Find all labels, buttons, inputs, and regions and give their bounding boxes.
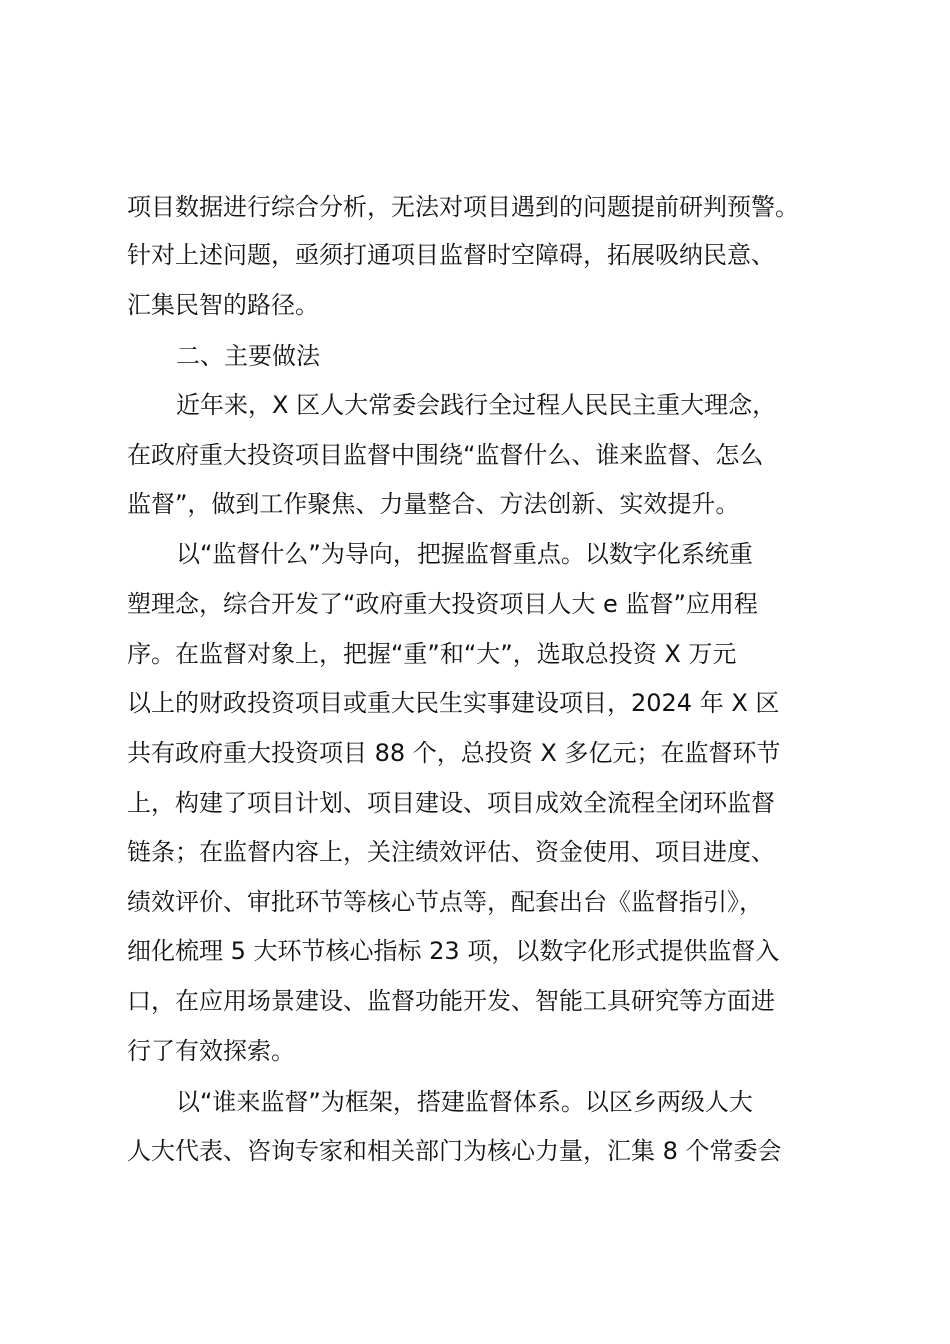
body-text-line: 口，在应用场景建设、监督功能开发、智能工具研究等方面进: [127, 987, 775, 1015]
body-text-line: 塑理念，综合开发了“政府重大投资项目人大 e 监督”应用程: [127, 590, 758, 618]
body-text-line: 监督”，做到工作聚焦、力量整合、方法创新、实效提升。: [127, 490, 740, 518]
body-text-line: 行了有效探索。: [127, 1037, 295, 1065]
body-text-line: 链条；在监督内容上，关注绩效评估、资金使用、项目进度、: [127, 838, 775, 866]
body-text-line: 绩效评价、审批环节等核心节点等，配套出台《监督指引》，: [127, 888, 763, 916]
body-text-line: 针对上述问题，亟须打通项目监督时空障碍，拓展吸纳民意、: [127, 241, 775, 269]
body-text-line: 在政府重大投资项目监督中围绕“监督什么、谁来监督、怎么: [127, 441, 764, 469]
body-text-line: 项目数据进行综合分析，无法对项目遇到的问题提前研判预警。: [127, 193, 799, 221]
body-text-line: 人大代表、咨询专家和相关部门为核心力量，汇集 8 个常委会: [127, 1137, 782, 1165]
body-text-line: 共有政府重大投资项目 88 个，总投资 X 多亿元；在监督环节: [127, 739, 781, 767]
body-text-line: 以“监督什么”为导向，把握监督重点。以数字化系统重: [176, 540, 753, 568]
body-text-line: 以上的财政投资项目或重大民生实事建设项目，2024 年 X 区: [127, 689, 780, 717]
body-text-line: 细化梳理 5 大环节核心指标 23 项，以数字化形式提供监督入: [127, 937, 780, 965]
body-text-line: 序。在监督对象上，把握“重”和“大”，选取总投资 X 万元: [127, 640, 737, 668]
body-text-line: 近年来，X 区人大常委会践行全过程人民民主重大理念，: [176, 391, 777, 419]
section-heading: 二、主要做法: [176, 342, 320, 370]
body-text-line: 以“谁来监督”为框架，搭建监督体系。以区乡两级人大: [176, 1088, 753, 1116]
body-text-line: 汇集民智的路径。: [127, 291, 319, 319]
body-text-line: 上，构建了项目计划、项目建设、项目成效全流程全闭环监督: [127, 789, 775, 817]
